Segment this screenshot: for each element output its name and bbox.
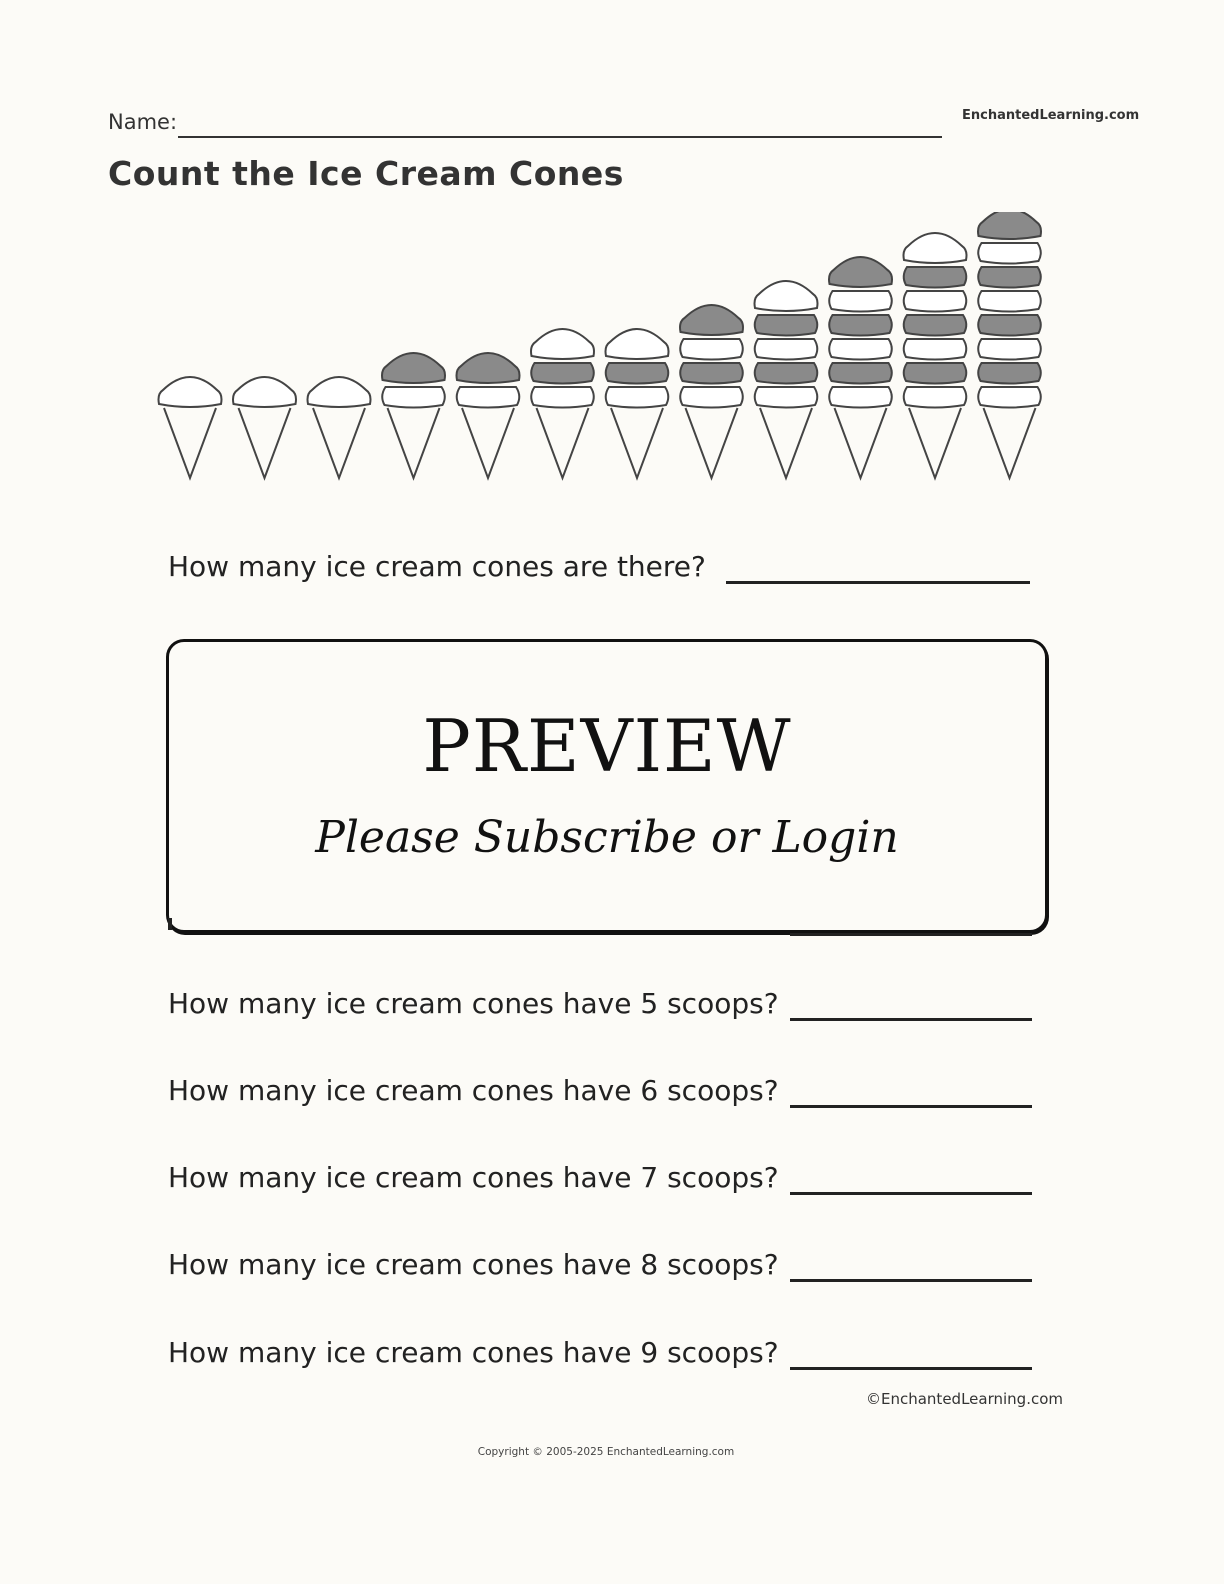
- scoop: [457, 353, 520, 383]
- preview-title: PREVIEW: [422, 704, 792, 788]
- ice-cream-cone: [159, 377, 222, 478]
- answer-blank-6[interactable]: [790, 1105, 1032, 1108]
- scoop: [978, 387, 1041, 408]
- question-6-scoops: How many ice cream cones have 6 scoops?: [168, 1074, 779, 1107]
- scoop: [159, 377, 222, 407]
- ice-cream-cone: [606, 329, 669, 478]
- preview-overlay[interactable]: [166, 639, 1048, 933]
- brand-logo-text: EnchantedLearning.com: [962, 108, 1140, 123]
- copyright-notice: Copyright © 2005-2025 EnchantedLearning.com: [477, 1446, 735, 1458]
- scoop: [978, 243, 1041, 264]
- ice-cream-cone: [978, 212, 1041, 478]
- scoop: [829, 257, 892, 287]
- ice-cream-cones-illustration: [150, 212, 1062, 492]
- name-label: Name:: [108, 110, 178, 134]
- answer-blank-9[interactable]: [790, 1367, 1032, 1370]
- ice-cream-cone: [382, 353, 445, 478]
- ice-cream-cone: [233, 377, 296, 478]
- scoop: [680, 339, 743, 360]
- question-9-scoops: How many ice cream cones have 9 scoops?: [168, 1336, 779, 1369]
- scoop: [755, 339, 818, 360]
- hidden-question-fragment: [168, 918, 172, 930]
- scoop: [457, 387, 520, 408]
- scoop: [680, 305, 743, 335]
- ice-cream-cone: [308, 377, 371, 478]
- scoop: [382, 353, 445, 383]
- ice-cream-cone: [457, 353, 520, 478]
- scoop: [978, 212, 1041, 239]
- scoop: [978, 315, 1041, 336]
- scoop: [904, 387, 967, 408]
- scoop: [531, 329, 594, 359]
- ice-cream-cone: [755, 281, 818, 478]
- scoop: [755, 315, 818, 336]
- scoop: [978, 363, 1041, 384]
- scoop: [606, 329, 669, 359]
- scoop: [382, 387, 445, 408]
- scoop: [755, 387, 818, 408]
- answer-blank-7[interactable]: [790, 1192, 1032, 1195]
- scoop: [904, 233, 967, 263]
- scoop: [829, 339, 892, 360]
- scoop: [904, 339, 967, 360]
- scoop: [531, 363, 594, 384]
- scoop: [308, 377, 371, 407]
- question-8-scoops: How many ice cream cones have 8 scoops?: [168, 1248, 779, 1281]
- scoop: [755, 363, 818, 384]
- image-credit: ©EnchantedLearning.com: [866, 1390, 1063, 1408]
- answer-blank-total[interactable]: [726, 581, 1030, 584]
- scoop: [680, 363, 743, 384]
- question-total: How many ice cream cones are there?: [168, 550, 706, 583]
- answer-blank-8[interactable]: [790, 1279, 1032, 1282]
- ice-cream-cone: [829, 257, 892, 478]
- scoop: [233, 377, 296, 407]
- preview-subtitle: Please Subscribe or Login: [315, 812, 899, 863]
- scoop: [829, 363, 892, 384]
- scoop: [978, 291, 1041, 312]
- page-title: Count the Ice Cream Cones: [108, 154, 624, 193]
- scoop: [904, 291, 967, 312]
- scoop: [829, 291, 892, 312]
- ice-cream-cone: [680, 305, 743, 478]
- scoop: [606, 363, 669, 384]
- answer-blank-5[interactable]: [790, 1018, 1032, 1021]
- question-5-scoops: How many ice cream cones have 5 scoops?: [168, 987, 779, 1020]
- scoop: [606, 387, 669, 408]
- scoop: [531, 387, 594, 408]
- scoop: [904, 315, 967, 336]
- scoop: [829, 387, 892, 408]
- hidden-answer-blank[interactable]: [790, 933, 1032, 936]
- scoop: [978, 339, 1041, 360]
- ice-cream-cone: [531, 329, 594, 478]
- scoop: [904, 267, 967, 288]
- scoop: [680, 387, 743, 408]
- scoop: [829, 315, 892, 336]
- scoop: [904, 363, 967, 384]
- ice-cream-cone: [904, 233, 967, 478]
- scoop: [978, 267, 1041, 288]
- question-7-scoops: How many ice cream cones have 7 scoops?: [168, 1161, 779, 1194]
- name-line[interactable]: [178, 136, 942, 138]
- scoop: [755, 281, 818, 311]
